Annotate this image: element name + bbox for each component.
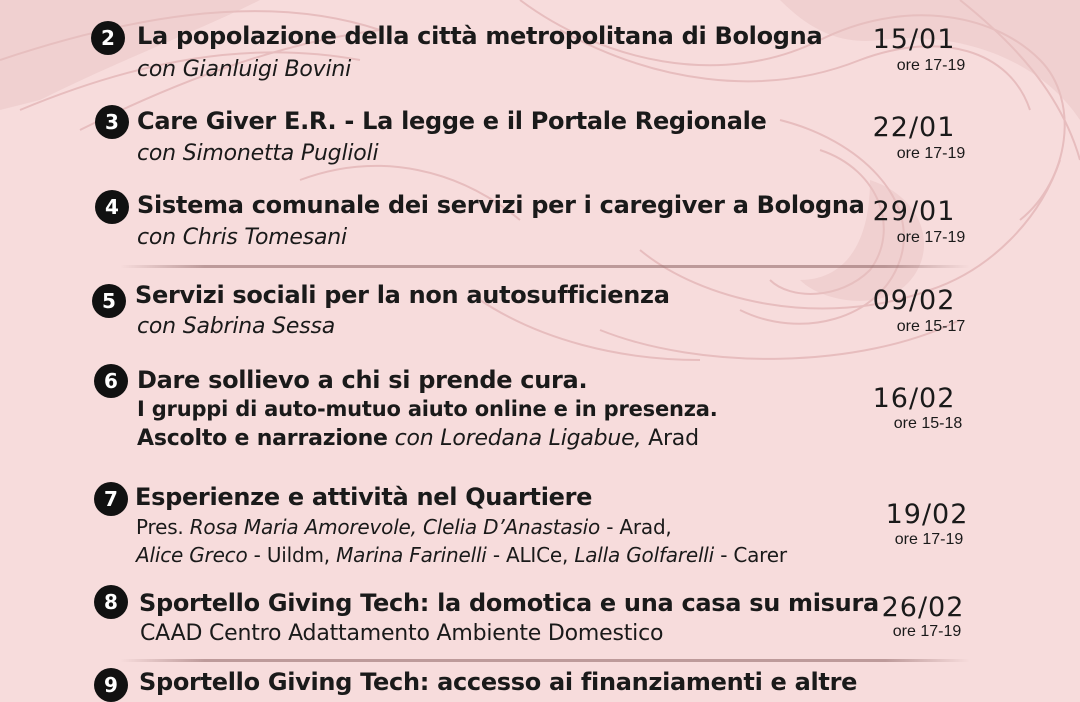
number-badge: 4 <box>95 190 129 224</box>
event-date: 26/02 <box>881 592 965 623</box>
number-badge: 7 <box>94 482 128 516</box>
event-title: Sistema comunale dei servizi per i caregiver a Bologna <box>137 191 865 219</box>
event-subtitle: CAAD Centro Adattamento Ambiente Domestico <box>140 621 664 646</box>
event-time: ore 17-19 <box>896 57 966 74</box>
event-title: Esperienze e attività nel Quartiere <box>135 483 593 511</box>
event-title: La popolazione della città metropolitana di Bologna <box>137 22 823 50</box>
number-badge: 8 <box>94 585 128 619</box>
event-time: ore 15-18 <box>893 415 963 432</box>
event-date: 15/01 <box>872 24 956 55</box>
event-date: 09/02 <box>872 285 956 316</box>
number-badge: 5 <box>92 284 126 318</box>
event-time: ore 17-19 <box>896 145 966 162</box>
event-speaker: con Chris Tomesani <box>137 225 347 250</box>
number-badge: 9 <box>94 668 128 702</box>
event-title: Sportello Giving Tech: accesso ai finanziamenti e altre <box>139 668 858 696</box>
event-speaker: con Gianluigi Bovini <box>137 57 352 82</box>
event-title: Care Giver E.R. - La legge e il Portale Regionale <box>137 107 767 135</box>
event-speaker: Ascolto e narrazione con Loredana Ligabue, Arad <box>137 426 699 451</box>
event-speaker: con Sabrina Sessa <box>137 314 335 339</box>
event-presenters: Pres. Rosa Maria Amorevole, Clelia D’Anastasio - Arad, <box>136 515 672 539</box>
event-date: 16/02 <box>872 383 956 414</box>
event-time: ore 15-17 <box>896 318 966 335</box>
number-badge: 3 <box>95 105 129 139</box>
event-title: Dare sollievo a chi si prende cura. <box>137 366 588 394</box>
number-badge: 2 <box>91 21 125 55</box>
number-badge: 6 <box>94 364 128 398</box>
event-time: ore 17-19 <box>896 229 966 246</box>
section-divider <box>120 265 970 268</box>
event-date: 22/01 <box>872 112 956 143</box>
event-title: Servizi sociali per la non autosufficienza <box>135 281 670 309</box>
event-title: Sportello Giving Tech: la domotica e una casa su misura <box>139 589 879 617</box>
section-divider <box>120 659 970 662</box>
event-time: ore 17-19 <box>894 531 964 548</box>
event-subtitle: I gruppi di auto-mutuo aiuto online e in presenza. <box>137 397 718 421</box>
event-presenters: Alice Greco - Uildm, Marina Farinelli - ALICe, Lalla Golfarelli - Carer <box>136 543 787 567</box>
event-date: 29/01 <box>872 196 956 227</box>
event-date: 19/02 <box>885 499 969 530</box>
event-speaker: con Simonetta Puglioli <box>137 141 379 166</box>
event-time: ore 17-19 <box>892 623 962 640</box>
